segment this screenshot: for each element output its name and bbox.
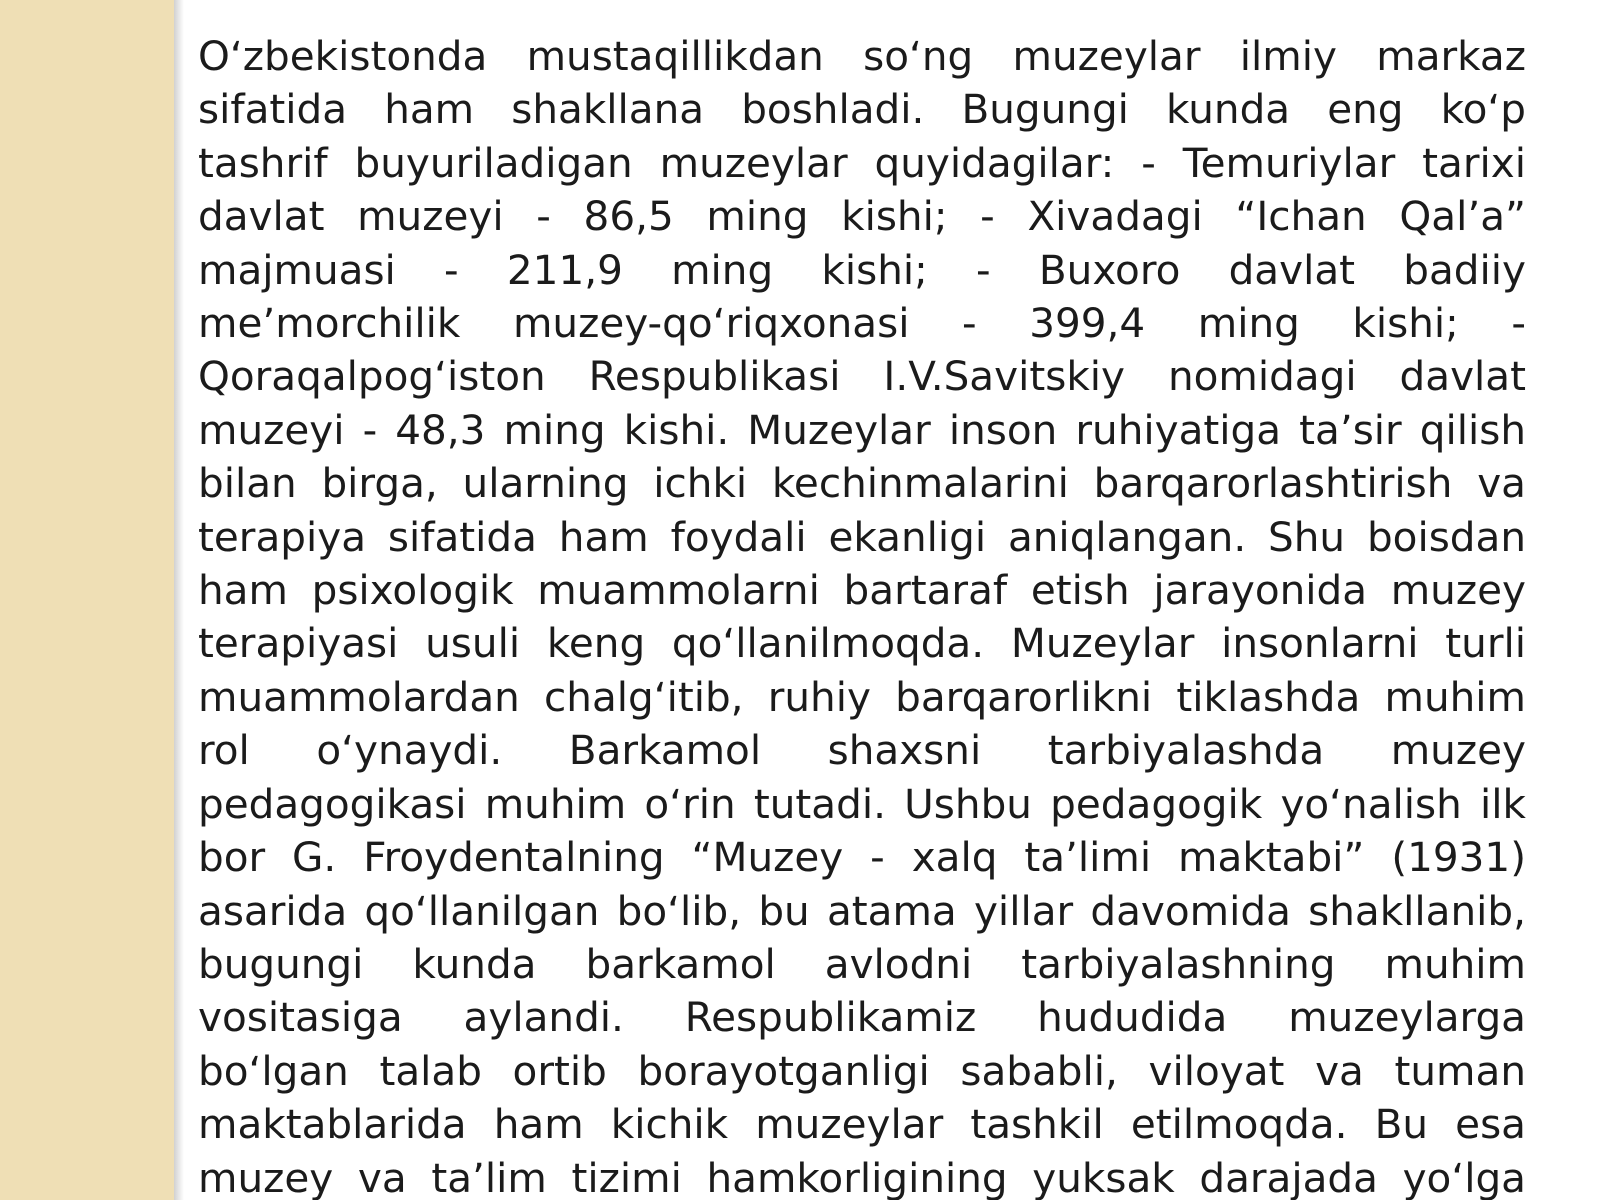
body-line: Qoraqalpog‘iston Respublikasi I.V.Savitskiy nomidagi davlat bbox=[198, 352, 1526, 401]
body-line: muzey va ta’lim tizimi hamkorligining yuksak darajada yo‘lga bbox=[198, 1153, 1526, 1200]
band-shadow bbox=[174, 0, 184, 1200]
body-line: rol o‘ynaydi. Barkamol shaxsni tarbiyalashda muzey bbox=[198, 726, 1526, 775]
body-line: me’morchilik muzey-qo‘riqxonasi - 399,4 ming kishi; - bbox=[198, 299, 1526, 348]
body-line: bugungi kunda barkamol avlodni tarbiyalashning muhim bbox=[198, 939, 1526, 988]
body-line: bo‘lgan talab ortib borayotganligi sababli, viloyat va tuman bbox=[198, 1046, 1526, 1095]
body-line: majmuasi - 211,9 ming kishi; - Buxoro davlat badiiy bbox=[198, 245, 1526, 294]
body-line: muammolardan chalg‘itib, ruhiy barqarorlikni tiklashda muhim bbox=[198, 672, 1526, 721]
body-line: muzeyi - 48,3 ming kishi. Muzeylar inson ruhiyatiga ta’sir qilish bbox=[198, 405, 1526, 454]
body-line: davlat muzeyi - 86,5 ming kishi; - Xivadagi “Ichan Qal’a” bbox=[198, 192, 1526, 241]
body-line: asarida qo‘llanilgan bo‘lib, bu atama yillar davomida shakllanib, bbox=[198, 886, 1526, 935]
body-line: maktablarida ham kichik muzeylar tashkil etilmoqda. Bu esa bbox=[198, 1100, 1526, 1149]
body-line: terapiyasi usuli keng qo‘llanilmoqda. Muzeylar insonlarni turli bbox=[198, 619, 1526, 668]
body-line: bilan birga, ularning ichki kechinmalarini barqarorlashtirish va bbox=[198, 459, 1526, 508]
body-text-box bbox=[198, 30, 1526, 1200]
left-decorative-band bbox=[0, 0, 174, 1200]
body-line: terapiya sifatida ham foydali ekanligi aniqlangan. Shu boisdan bbox=[198, 512, 1526, 561]
body-line: tashrif buyuriladigan muzeylar quyidagilar: - Temuriylar tarixi bbox=[198, 138, 1526, 187]
body-line: vositasiga aylandi. Respublikamiz hududida muzeylarga bbox=[198, 993, 1526, 1042]
body-line: ham psixologik muammolarni bartaraf etish jarayonida muzey bbox=[198, 566, 1526, 615]
body-line: sifatida ham shakllana boshladi. Bugungi kunda eng ko‘p bbox=[198, 85, 1526, 134]
body-line: pedagogikasi muhim o‘rin tutadi. Ushbu pedagogik yo‘nalish ilk bbox=[198, 779, 1526, 828]
body-line: O‘zbekistonda mustaqillikdan so‘ng muzeylar ilmiy markaz bbox=[198, 32, 1526, 80]
body-line: bor G. Froydentalning “Muzey - xalq ta’limi maktabi” (1931) bbox=[198, 833, 1526, 882]
